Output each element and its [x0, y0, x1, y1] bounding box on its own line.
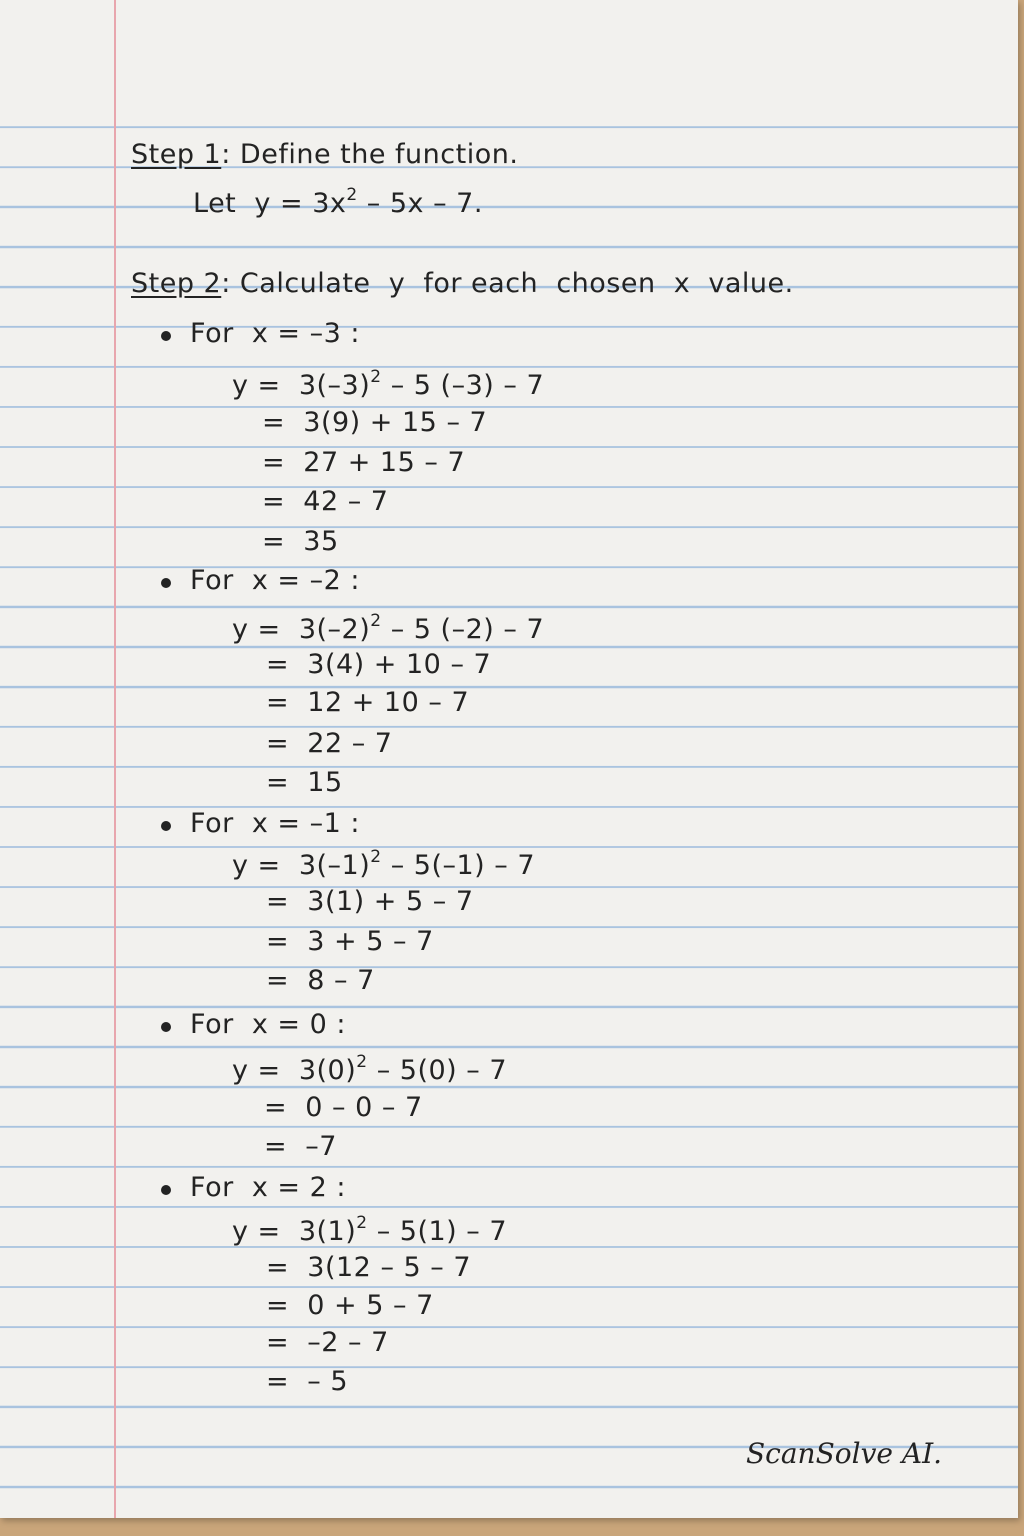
case-step-line: = 27 + 15 – 7 [262, 447, 466, 478]
case-header: For x = 2 : [190, 1172, 346, 1203]
case-step-line: = 8 – 7 [266, 965, 375, 996]
expr-exponent: 2 [356, 1052, 368, 1072]
case-first-line [232, 1213, 507, 1247]
case-step-line: = 3(4) + 10 – 7 [266, 649, 492, 680]
case-step-line: = 15 [266, 767, 343, 798]
case-step-line: = –2 – 7 [266, 1327, 389, 1358]
case-step-line: = –7 [264, 1131, 337, 1162]
case-first-line [232, 367, 544, 401]
case-header: For x = –3 : [190, 318, 360, 349]
expr-suffix: – 5 (–3) – 7 [381, 370, 545, 401]
expr-exponent: 2 [370, 611, 382, 631]
case-step-line: = 12 + 10 – 7 [266, 687, 470, 718]
case-header: For x = –2 : [190, 565, 360, 596]
step2-heading [131, 268, 794, 299]
expr-exponent: 2 [356, 1213, 368, 1233]
case-header: For x = 0 : [190, 1009, 346, 1040]
case-header: For x = –1 : [190, 808, 360, 839]
function-prefix: Let y = 3x [193, 188, 347, 219]
expr-suffix: – 5 (–2) – 7 [381, 614, 545, 645]
expr-prefix: y = 3(1) [232, 1216, 357, 1247]
case-step-line: = 42 – 7 [262, 486, 389, 517]
page-top-margin [0, 0, 1018, 124]
bullet-icon [161, 821, 171, 831]
case-step-line: = – 5 [266, 1366, 349, 1397]
red-margin-line [114, 0, 116, 1518]
step2-text: : Calculate y for each chosen x value. [221, 268, 794, 299]
bullet-icon [161, 331, 171, 341]
case-step-line: = 3 + 5 – 7 [266, 926, 434, 957]
expr-suffix: – 5(0) – 7 [367, 1055, 508, 1086]
function-exponent: 2 [346, 185, 358, 205]
case-first-line [232, 1052, 507, 1086]
step1-label: Step 1 [131, 139, 222, 170]
expr-exponent: 2 [370, 367, 382, 387]
case-step-line: = 0 – 0 – 7 [264, 1092, 423, 1123]
expr-prefix: y = 3(–3) [232, 370, 371, 401]
case-step-line: = 3(1) + 5 – 7 [266, 886, 474, 917]
step2-label: Step 2 [131, 268, 222, 299]
function-suffix: – 5x – 7. [357, 188, 483, 219]
expr-suffix: – 5(1) – 7 [367, 1216, 508, 1247]
expr-prefix: y = 3(0) [232, 1055, 357, 1086]
expr-prefix: y = 3(–2) [232, 614, 371, 645]
step1-text: : Define the function. [221, 139, 519, 170]
bullet-icon [161, 578, 171, 588]
case-step-line: = 22 – 7 [266, 728, 393, 759]
case-step-line: = 3(12 – 5 – 7 [266, 1252, 472, 1283]
case-step-line: = 3(9) + 15 – 7 [262, 407, 488, 438]
bullet-icon [161, 1022, 171, 1032]
step1-heading [131, 139, 518, 170]
case-step-line: = 0 + 5 – 7 [266, 1290, 434, 1321]
scansolve-watermark: ScanSolve AI. [746, 1437, 943, 1470]
case-first-line [232, 611, 544, 645]
expr-suffix: – 5(–1) – 7 [381, 850, 536, 881]
function-definition [193, 185, 483, 219]
case-step-line: = 35 [262, 526, 339, 557]
expr-prefix: y = 3(–1) [232, 850, 371, 881]
expr-exponent: 2 [370, 847, 382, 867]
case-first-line [232, 847, 535, 881]
bullet-icon [161, 1185, 171, 1195]
